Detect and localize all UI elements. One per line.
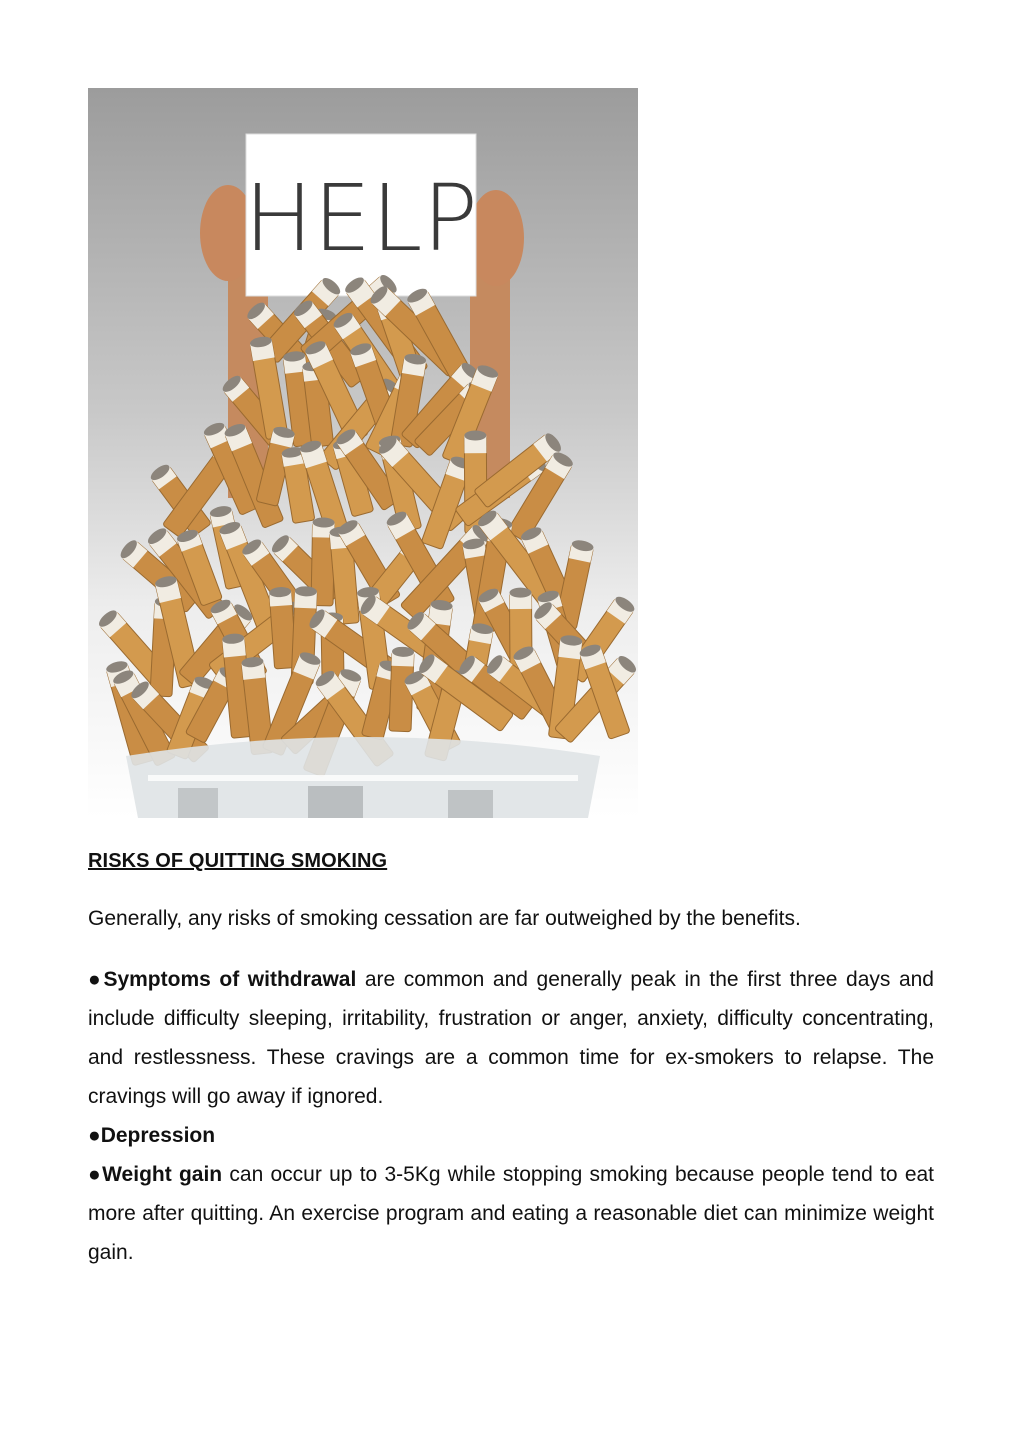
bullet-term: Symptoms of withdrawal <box>103 968 357 991</box>
help-cigarettes-photo <box>88 88 638 818</box>
bullet-weight-gain <box>88 1155 934 1272</box>
help-cigarettes-illustration <box>88 88 638 818</box>
bullet-withdrawal <box>88 960 934 1116</box>
section-heading: RISKS OF QUITTING SMOKING <box>88 850 388 872</box>
bullet-text: are common and generally peak in the first three days and include difficulty sleeping, irritability, frustration or anger, anxiety, difficulty concentrating, and restlessness. These cravings are a common time for ex-smokers to relapse. The cravings will go away if ignored. <box>88 968 934 1108</box>
bullet-glyph: ● <box>88 1124 101 1147</box>
risk-bullet-list <box>88 960 934 1272</box>
help-sign-text: HELP <box>243 165 479 272</box>
bullet-glyph: ● <box>88 1163 103 1186</box>
bullet-term: Depression <box>100 1124 216 1147</box>
bullet-depression <box>88 1116 934 1155</box>
intro-paragraph: Generally, any risks of smoking cessation are far outweighed by the benefits. <box>88 907 801 930</box>
bullet-text: can occur up to 3-5Kg while stopping smoking because people tend to eat more after quitting. An exercise program and eating a reasonable diet can minimize weight gain. <box>88 1163 935 1264</box>
bullet-glyph: ● <box>88 968 104 991</box>
bullet-term: Weight gain <box>102 1163 223 1186</box>
cigarette-butts <box>96 272 638 777</box>
